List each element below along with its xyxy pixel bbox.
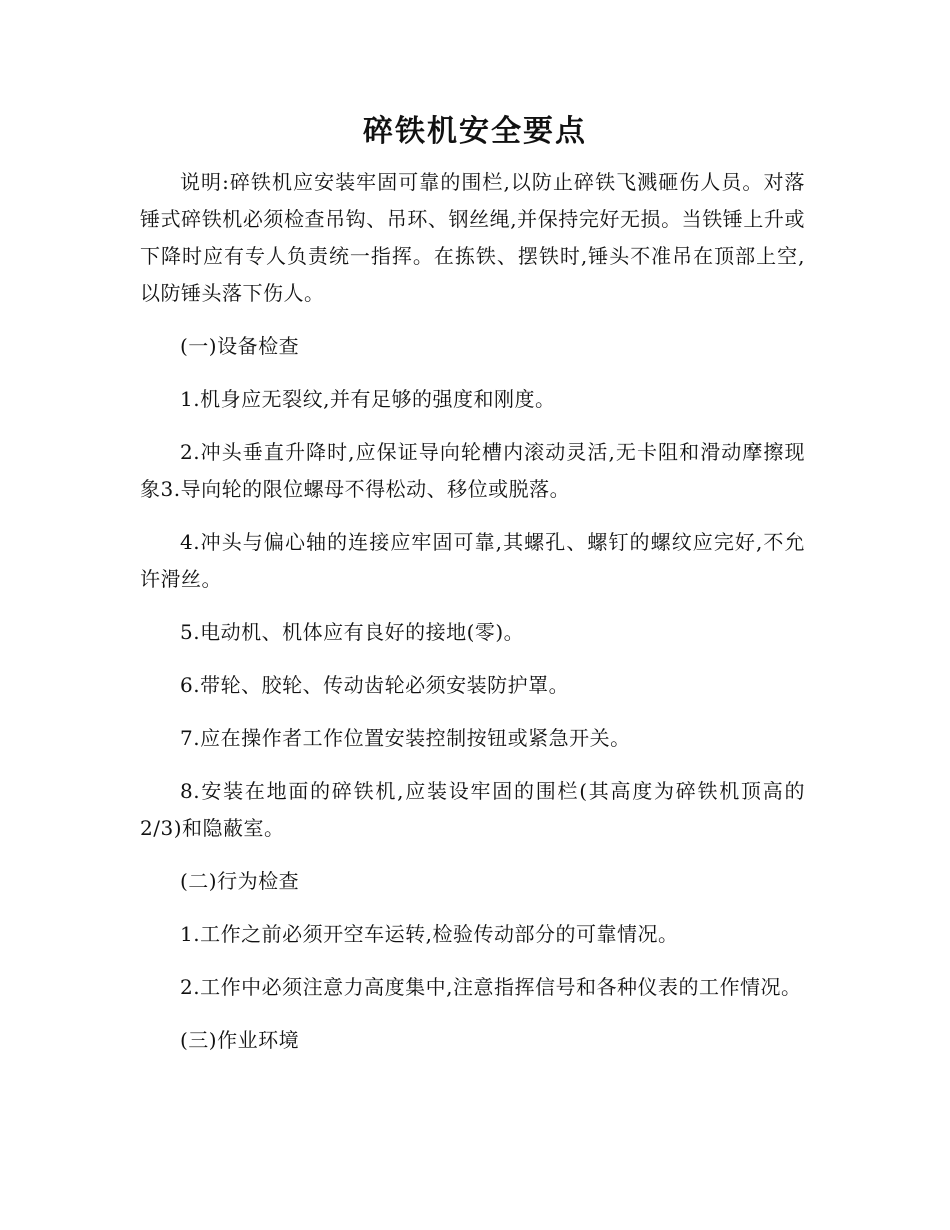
section-heading-work-environment: (三)作业环境 [180,1028,300,1052]
list-item: 2.冲头垂直升降时,应保证导向轮槽内滚动灵活,无卡阻和滑动摩擦现象3.导向轮的限位螺母不得松动、移位或脱落。 [140,440,805,501]
section-heading-equipment-check: (一)设备检查 [180,334,300,358]
list-item: 4.冲头与偏心轴的连接应牢固可靠,其螺孔、螺钉的螺纹应完好,不允许滑丝。 [140,530,805,591]
list-item: 8.安装在地面的碎铁机,应装设牢固的围栏(其高度为碎铁机顶高的2/3)和隐蔽室。 [140,779,805,840]
list-item: 1.机身应无裂纹,并有足够的强度和刚度。 [180,387,556,411]
list-item: 5.电动机、机体应有良好的接地(零)。 [180,620,525,644]
intro-paragraph: 说明:碎铁机应安装牢固可靠的围栏,以防止碎铁飞溅砸伤人员。对落锤式碎铁机必须检查吊钩、吊环、钢丝绳,并保持完好无损。当铁锤上升或下降时应有专人负责统一指挥。在拣铁、摆铁时,锤头不准吊在顶部上空,以防锤头落下伤人。 [140,170,805,305]
section-heading-behavior-check: (二)行为检查 [180,869,300,893]
list-item: 2.工作中必须注意力高度集中,注意指挥信号和各种仪表的工作情况。 [180,975,802,999]
document-body [140,164,805,1075]
list-item: 7.应在操作者工作位置安装控制按钮或紧急开关。 [180,726,631,750]
list-item: 1.工作之前必须开空车运转,检验传动部分的可靠情况。 [180,922,679,946]
list-item: 6.带轮、胶轮、传动齿轮必须安装防护罩。 [180,673,570,697]
document-title: 碎铁机安全要点 [363,114,587,149]
